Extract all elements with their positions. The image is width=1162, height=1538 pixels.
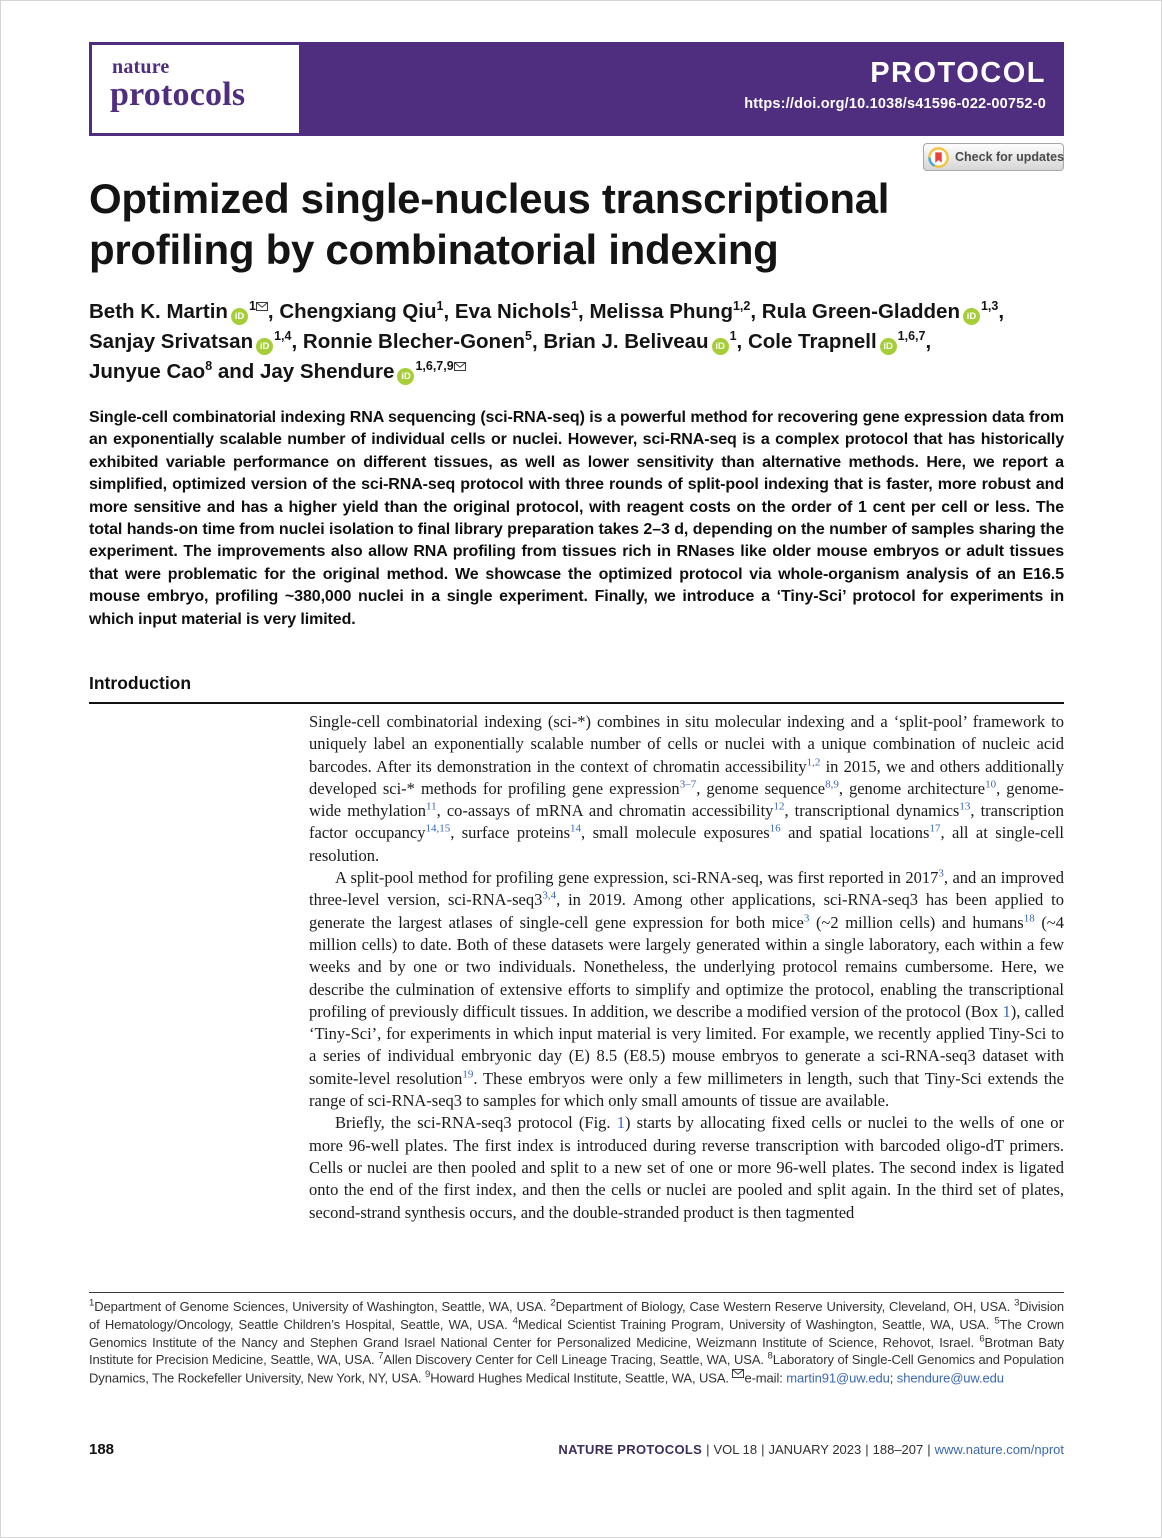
orcid-icon[interactable]: iD xyxy=(712,338,729,355)
citation-ref[interactable]: 12 xyxy=(773,800,785,813)
author-affiliation-sup: 1,6,7,9 xyxy=(415,359,454,374)
author-name: Jay Shendure xyxy=(260,360,395,383)
author-affiliation-sup: 8 xyxy=(205,359,213,374)
email-icon xyxy=(732,1369,744,1380)
citation-ref[interactable]: 18 xyxy=(1023,912,1035,925)
author-line: Junyue Cao$^8$ and Jay Shendure iD$^{1,6,7,9}$ xyxy=(89,357,1064,387)
inline-link[interactable]: 1 xyxy=(616,1113,625,1133)
corresponding-email-icon[interactable] xyxy=(454,359,466,373)
article-title-line1: Optimized single-nucleus transcriptional xyxy=(89,175,890,222)
affiliation-number: 8 xyxy=(767,1351,773,1363)
citation-ref[interactable]: 3–7 xyxy=(679,778,697,791)
logo-protocols-text: protocols xyxy=(110,76,246,113)
author-affiliation-sup: 1,4 xyxy=(274,329,292,344)
footer-separator: | xyxy=(865,1442,869,1457)
author-name: Beth K. Martin xyxy=(89,300,228,323)
citation-ref[interactable]: 3 xyxy=(938,867,944,880)
footer-url[interactable]: www.nature.com/nprot xyxy=(934,1442,1064,1457)
footer-separator: | xyxy=(927,1442,931,1457)
citation-ref[interactable]: 13 xyxy=(959,800,971,813)
paragraph: Briefly, the sci-RNA-seq3 protocol (Fig. 1) starts by allocating fixed cells or nuclei to the wells of one or more 96-well plates. The first index is introduced during reverse transcription with barcoded oligo-dT primers. Cells or nuclei are then pooled and split to a new set of one or more 96-well plates. The second index is ligated onto the end of the first index, and then the cells or nuclei are pooled and split again. In the third set of plates, second-strand synthesis occurs, and the double-stranded product is then tagmented xyxy=(309,1113,1064,1222)
author-list xyxy=(89,297,1064,387)
citation-ref[interactable]: 14 xyxy=(570,822,581,835)
author-name: Cole Trapnell xyxy=(747,330,877,353)
banner-right xyxy=(744,42,1064,136)
footer-separator: | xyxy=(761,1442,765,1457)
citation-ref[interactable]: 11 xyxy=(426,800,437,813)
doi-link[interactable]: https://doi.org/10.1038/s41596-022-00752-0 xyxy=(744,96,1046,112)
journal-line xyxy=(558,1442,1064,1457)
citation-ref[interactable]: 10 xyxy=(985,778,997,791)
check-for-updates-button[interactable] xyxy=(923,143,1064,171)
citation-ref[interactable]: 8,9 xyxy=(825,778,839,791)
citation-ref[interactable]: 3 xyxy=(803,912,810,925)
footer-separator: | xyxy=(706,1442,710,1457)
email-link[interactable]: shendure@uw.edu xyxy=(896,1370,1004,1386)
author-affiliation-sup: 1,6,7 xyxy=(897,329,926,344)
article-title-line2: profiling by combinatorial indexing xyxy=(89,226,779,273)
section-rule xyxy=(89,702,1064,704)
footer-volume: VOL 18 xyxy=(713,1442,758,1457)
inline-link[interactable]: 1 xyxy=(1002,1001,1011,1021)
affiliation-number: 2 xyxy=(550,1297,556,1309)
paragraph: Single-cell combinatorial indexing (sci-*) combines in situ molecular indexing and a ‘split-pool’ framework to uniquely label an exponentially scalable number of cells or nuclei with a unique combination of nucleic acid barcodes. After its demonstration in the context of chromatin accessibility$^{1,2}$ in 2015, we and others additionally developed sci-* methods for profiling gene expression$^{3-7}$, genome sequence$^{8,9}$, genome architecture$^{10}$, genome-wide methylation$^{11}$, co-assays of mRNA and chromatin accessibility$^{12}$, transcriptional dynamics$^{13}$, transcription factor occupancy$^{14,15}$, surface proteins$^{14}$, small molecule exposures$^{16}$ and spatial locations$^{17}$, all at single-cell resolution. xyxy=(309,712,1064,865)
email-link[interactable]: martin91@uw.edu xyxy=(786,1370,890,1386)
author-affiliation-sup: 1 xyxy=(248,299,256,314)
author-name: Chengxiang Qiu xyxy=(279,300,437,323)
author-affiliation-sup: 1 xyxy=(436,299,444,314)
affiliation-number: 3 xyxy=(1014,1297,1020,1309)
crossmark-icon xyxy=(928,147,949,168)
author-name: Melissa Phung xyxy=(589,300,733,323)
author-affiliation-sup: 1 xyxy=(729,329,737,344)
footer-pages: 188–207 xyxy=(872,1442,924,1457)
orcid-icon[interactable]: iD xyxy=(231,308,248,325)
affiliation-number: 5 xyxy=(994,1315,1000,1327)
author-name: Rula Green-Gladden xyxy=(761,300,960,323)
citation-ref[interactable]: 14,15 xyxy=(425,822,451,835)
affiliations: $^1$Department of Genome Sciences, University of Washington, Seattle, WA, USA. $^2$Department of Biology, Case Western Reserve University, Cleveland, OH, USA. $^3$Division of Hematology/Oncology, Seattle Children’s Hospital, Seattle, WA, USA. $^4$Medical Scientist Training Program, University of Washington, Seattle, WA, USA. $^5$The Crown Genomics Institute of the Nancy and Stephen Grand Israel National Center for Personalized Medicine, Weizmann Institute of Science, Rehovot, Israel. $^6$Brotman Baty Institute for Precision Medicine, Seattle, WA, USA. $^7$Allen Discovery Center for Cell Lineage Tracing, Seattle, WA, USA. $^8$Laboratory of Single-Cell Genomics and Population Dynamics, The Rockefeller University, New York, NY, USA. $^9$Howard Hughes Medical Institute, Seattle, WA, USA. e-mail: martin91@uw.edu; shendure@uw.edu xyxy=(89,1297,1064,1386)
citation-ref[interactable]: 17 xyxy=(929,822,941,835)
affiliation-number: 4 xyxy=(512,1315,518,1327)
footer-date: JANUARY 2023 xyxy=(768,1442,862,1457)
orcid-icon[interactable]: iD xyxy=(880,338,897,355)
author-name: Junyue Cao xyxy=(89,360,206,383)
footnote-rule xyxy=(89,1292,1064,1293)
author-name: Brian J. Beliveau xyxy=(543,330,709,353)
author-line: Sanjay Srivatsan iD$^{1,4}$, Ronnie Blecher-Gonen$^5$, Brian J. Beliveau $iD^1$, Cole Trapnell iD$^{1,6,7}$, xyxy=(89,329,932,353)
author-name: Ronnie Blecher-Gonen xyxy=(302,330,525,353)
affiliation-number: 7 xyxy=(378,1351,384,1363)
section-heading-introduction: Introduction xyxy=(89,673,192,693)
affiliation-number: 9 xyxy=(425,1369,431,1381)
article-title xyxy=(89,173,1064,275)
paragraph: A split-pool method for profiling gene expression, sci-RNA-seq, was first reported in 2017$^3$, and an improved three-level version, sci-RNA-seq3$^{3,4}$, in 2019. Among other applications, sci-RNA-seq3 has been applied to generate the largest atlases of single-cell gene expression for both mice$^3$ (~2 million cells) and humans$^{18}$ (~4 million cells) to date. Both of these datasets were largely generated within a single laboratory, each within a few weeks and by one or two individuals. Nonetheless, the underlying protocol remains cumbersome. Here, we describe the culmination of extensive efforts to simplify and optimize the protocol, enabling the transcriptional profiling of previously difficult tissues. In addition, we describe a modified version of the protocol (Box 1), called ‘Tiny-Sci’, for experiments in which input material is very limited. For example, we recently applied Tiny-Sci to a series of individual embryonic day (E) 8.5 (E8.5) mouse embryos to generate a sci-RNA-seq3 dataset with somite-level resolution$^{19}$. These embryos were only a few millimeters in length, such that Tiny-Sci extends the range of sci-RNA-seq3 to samples for which only small amounts of tissue are available. xyxy=(309,867,1064,1111)
journal-banner xyxy=(89,42,1064,136)
citation-ref[interactable]: 3,4 xyxy=(542,889,557,902)
citation-ref[interactable]: 19 xyxy=(462,1068,474,1081)
author-name: Sanjay Srivatsan xyxy=(89,330,254,353)
logo-nature-text: nature xyxy=(112,56,170,78)
author-affiliation-sup: 1,3 xyxy=(980,299,999,314)
orcid-icon[interactable]: iD xyxy=(963,308,980,325)
badge-label: Check for updates xyxy=(955,150,1065,164)
affiliation-number: 6 xyxy=(979,1333,985,1345)
author-line: Beth K. Martin $iD^1$ , Chengxiang Qiu$^1$, Eva Nichols$^1$, Melissa Phung$^{1,2}$, Rula Green-Gladden iD$^{1,3}$, xyxy=(89,299,1005,323)
citation-ref[interactable]: 1,2 xyxy=(806,756,821,769)
author-affiliation-sup: 5 xyxy=(525,329,532,344)
citation-ref[interactable]: 16 xyxy=(769,822,781,835)
introduction-text xyxy=(309,711,1064,1271)
page-footer xyxy=(89,1441,1064,1458)
protocol-label: PROTOCOL xyxy=(870,57,1046,89)
nature-protocols-logo[interactable] xyxy=(89,42,302,136)
abstract: Single-cell combinatorial indexing RNA sequencing (sci-RNA-seq) is a powerful method for recovering gene expression data from an exponentially scalable number of individual cells or nuclei. However, sci-RNA-seq is a complex protocol that has historically exhibited variable performance on different tissues, as well as lower sensitivity than alternative methods. Here, we report a simplified, optimized version of the sci-RNA-seq protocol with three rounds of split-pool indexing that is faster, more robust and more sensitive and has a higher yield than the original protocol, with reagent costs on the order of 1 cent per cell or less. The total hands-on time from nuclei isolation to final library preparation takes 2–3 d, depending on the number of samples sharing the experiment. The improvements also allow RNA profiling from tissues rich in RNases like older mouse embryos or adult tissues that were problematic for the original method. We showcase the optimized protocol via whole-organism analysis of an E16.5 mouse embryo, profiling ~380,000 nuclei in a single experiment. Finally, we introduce a ‘Tiny-Sci’ protocol for experiments in which input material is very limited. xyxy=(89,409,1064,628)
affiliation-number: 1 xyxy=(89,1297,95,1309)
author-name: Eva Nichols xyxy=(454,300,572,323)
corresponding-email-icon[interactable] xyxy=(256,299,268,313)
footer-journal-name: NATURE PROTOCOLS xyxy=(558,1442,703,1457)
orcid-icon[interactable]: iD xyxy=(256,338,273,355)
orcid-icon[interactable]: iD xyxy=(397,368,414,385)
author-affiliation-sup: 1 xyxy=(571,299,579,314)
author-affiliation-sup: 1,2 xyxy=(732,299,751,314)
page-number: 188 xyxy=(89,1441,115,1458)
